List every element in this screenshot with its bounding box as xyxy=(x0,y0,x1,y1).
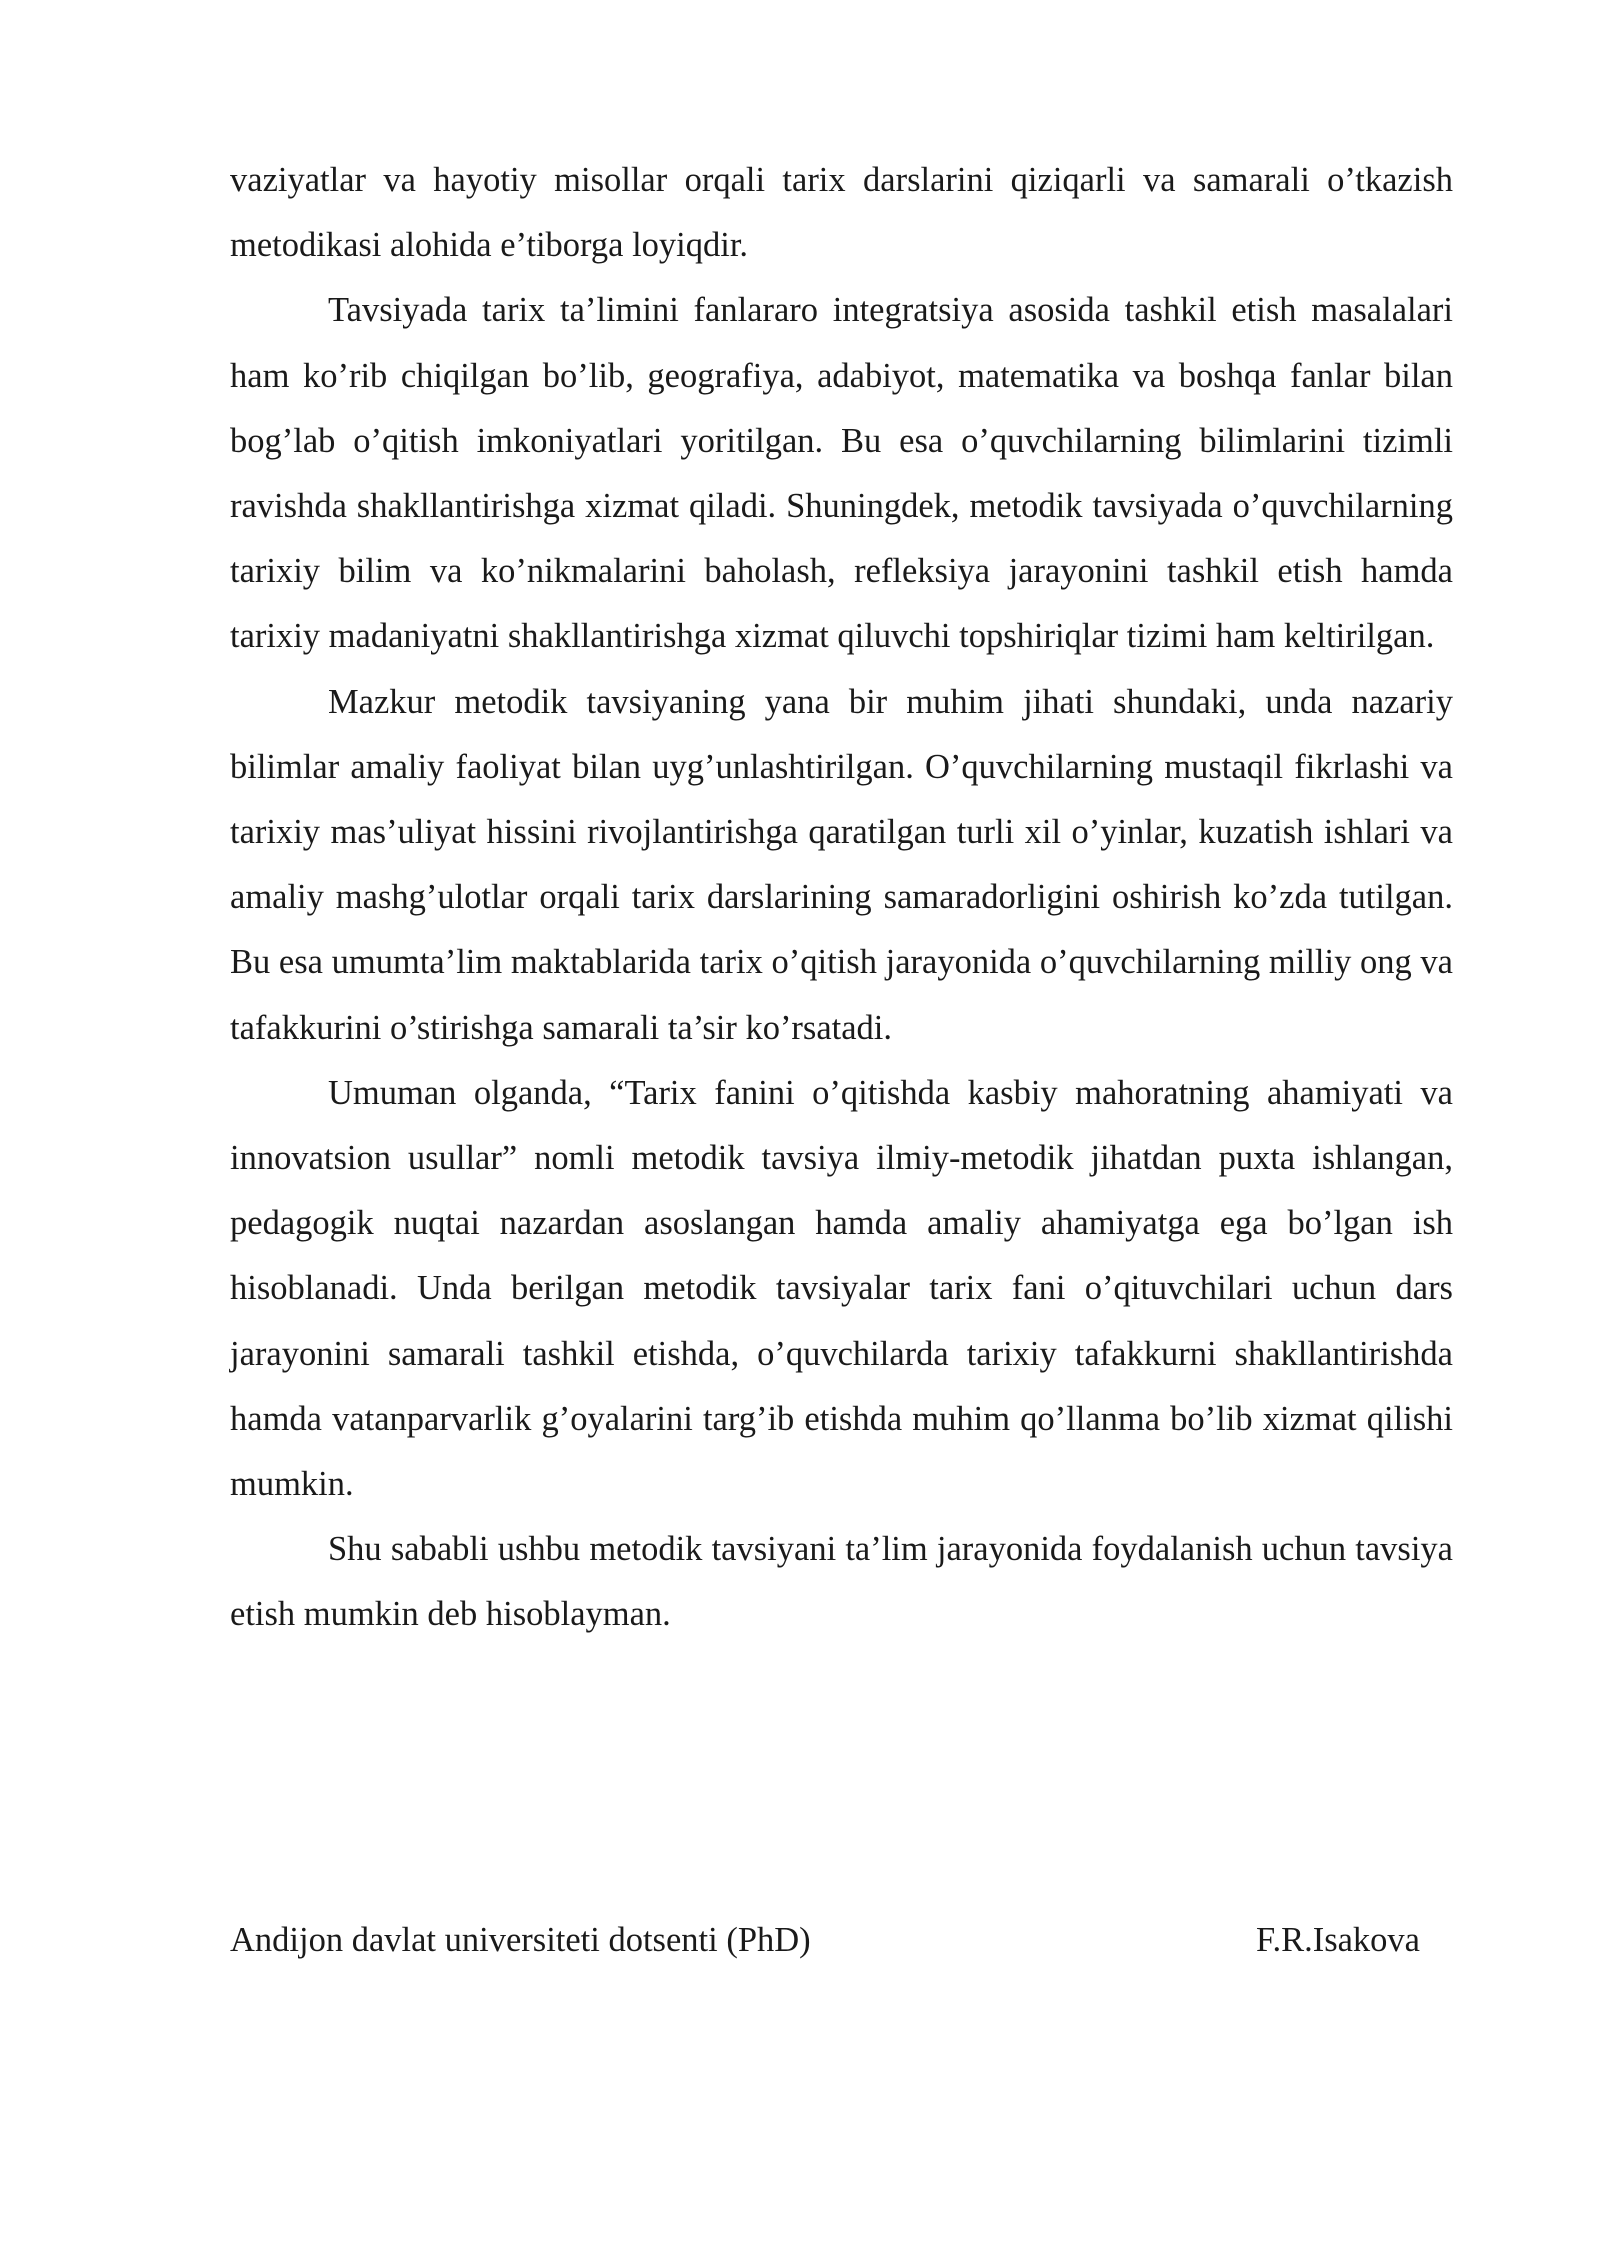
paragraph-conclusion: Umuman olganda, “Tarix fanini o’qitishda kasbiy mahoratning ahamiyati va innovatsion usullar” nomli metodik tavsiya ilmiy-metodik jihatdan puxta ishlangan, pedagogik nuqtai nazardan asoslangan hamda amaliy ahamiyatga ega bo’lgan ish hisoblanadi. Unda berilgan metodik tavsiyalar tarix fani o’qituvchilari uchun dars jarayonini samarali tashkil etishda, o’quvchilarda tarixiy tafakkurni shakllantirishda hamda vatanparvarlik g’oyalarini targ’ib etishda muhim qo’llanma bo’lib xizmat qilishi mumkin. xyxy=(230,1073,1453,1504)
paragraph-practical-activity: Mazkur metodik tavsiyaning yana bir muhim jihati shundaki, unda nazariy bilimlar amaliy faoliyat bilan uyg’unlashtirilgan. O’quvchilarning mustaqil fikrlashi va tarixiy mas’uliyat hissini rivojlantirishga qaratilgan turli xil o’yinlar, kuzatish ishlari va amaliy mashg’ulotlar orqali tarix darslarining samaradorligini oshirish ko’zda tutilgan. Bu esa umumta’lim maktablarida tarix o’qitish jarayonida o’quvchilarning milliy ong va tafakkurini o’stirishga samarali ta’sir ko’rsatadi. xyxy=(230,682,1453,1047)
paragraph-interdisciplinary: Tavsiyada tarix ta’limini fanlararo integratsiya asosida tashkil etish masalalari ham ko’rib chiqilgan bo’lib, geografiya, adabiyot, matematika va boshqa fanlar bilan bog’lab o’qitish imkoniyatlari yoritilgan. Bu esa o’quvchilarning bilimlarini tizimli ravishda shakllantirishga xizmat qiladi. Shuningdek, metodik tavsiyada o’quvchilarning tarixiy bilim va ko’nikmalarini baholash, refleksiya jarayonini tashkil etish hamda tarixiy madaniyatni shakllantirishga xizmat qiluvchi topshiriqlar tizimi ham keltirilgan. xyxy=(230,291,1453,656)
paragraph-recommendation: Shu sababli ushbu metodik tavsiyani ta’lim jarayonida foydalanish uchun tavsiya etish mumkin deb hisoblayman. xyxy=(230,1530,1453,1634)
signatory-name: F.R.Isakova xyxy=(1256,1921,1420,1959)
signatory-position: Andijon davlat universiteti dotsenti (PhD) xyxy=(230,1921,811,1959)
paragraph-continuation: vaziyatlar va hayotiy misollar orqali tarix darslarini qiziqarli va samarali o’tkazish metodikasi alohida e’tiborga loyiqdir. xyxy=(230,161,1453,265)
document-body xyxy=(230,148,1453,1648)
signature-line xyxy=(230,1912,1420,1968)
